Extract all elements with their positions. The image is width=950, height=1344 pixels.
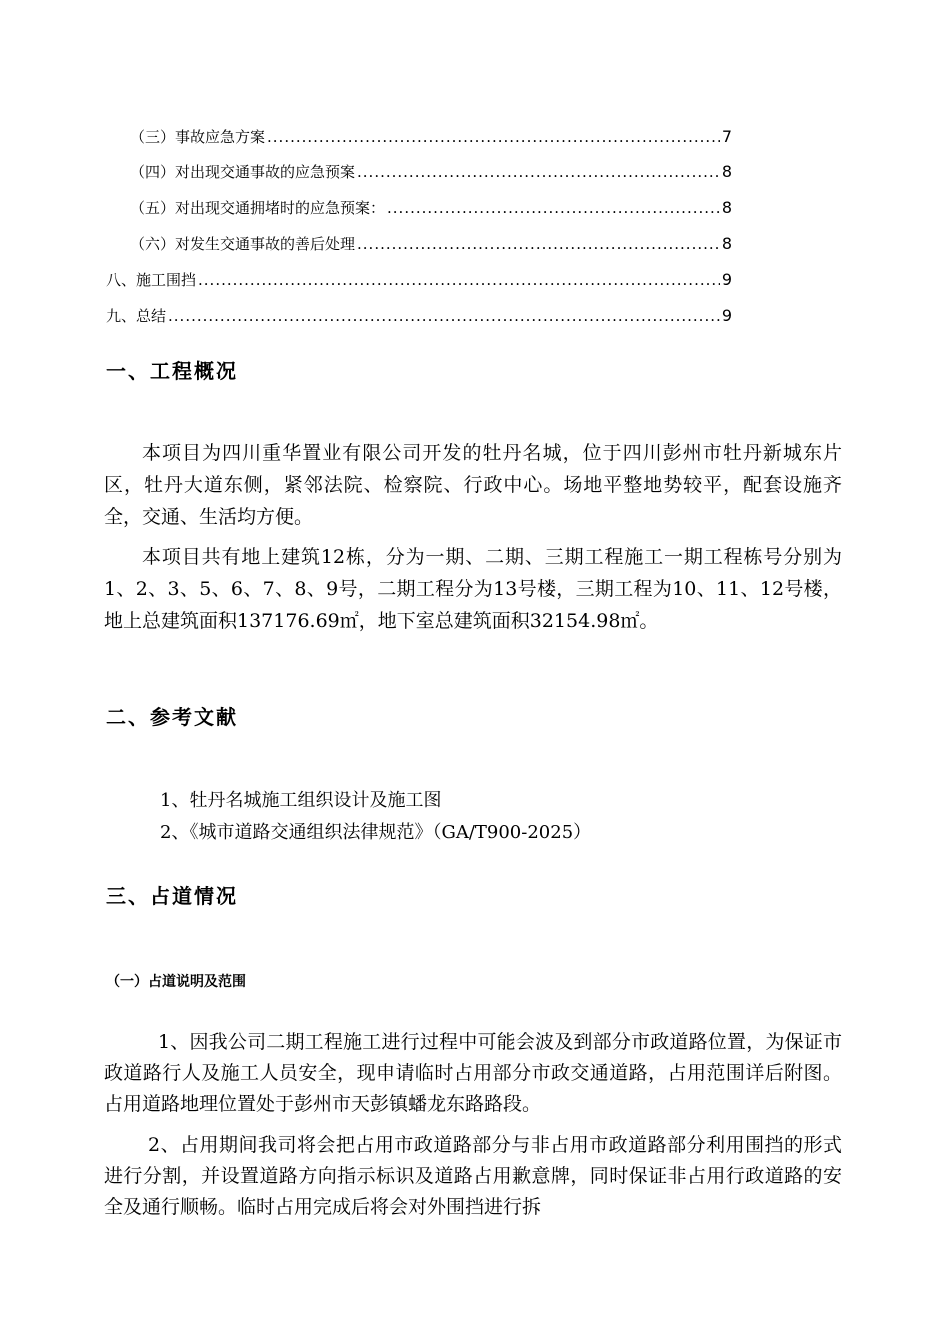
toc-entry[interactable] <box>130 157 732 187</box>
toc-entry-label: （六）对发生交通事故的善后处理 <box>130 235 356 253</box>
toc-entry[interactable] <box>130 229 732 259</box>
section-heading: 一、工程概况 <box>106 359 238 383</box>
reference-item: 1、牡丹名城施工组织设计及施工图 <box>160 790 442 811</box>
toc-entry-page: 7 <box>721 127 732 146</box>
subsection-heading: （一）占道说明及范围 <box>106 974 246 990</box>
toc-entry-label: 九、总结 <box>106 307 167 325</box>
body-paragraph: 本项目共有地上建筑12栋，分为一期、二期、三期工程施工一期工程栋号分别为1、2、3、5、6、7、8、9号，二期工程分为13号楼，三期工程为10、11、12号楼，地上总建筑面积137176.69㎡，地下室总建筑面积32154.98㎡。 <box>104 546 842 632</box>
toc-entry[interactable] <box>130 122 732 152</box>
toc-leader-dots <box>357 229 720 259</box>
toc-entry-label: （五）对出现交通拥堵时的应急预案： <box>130 199 386 217</box>
body-paragraph: 1、因我公司二期工程施工进行过程中可能会波及到部分市政道路位置，为保证市政道路行人及施工人员安全，现申请临时占用部分市政交通道路，占用范围详后附图。占用道路地理位置处于彭州市天彭镇蟠龙东路路段。 <box>104 1031 842 1115</box>
section-heading: 二、参考文献 <box>106 705 238 729</box>
body-paragraph: 本项目为四川重华置业有限公司开发的牡丹名城，位于四川彭州市牡丹新城东片区，牡丹大道东侧，紧邻法院、检察院、行政中心。场地平整地势较平，配套设施齐全，交通、生活均方便。 <box>104 442 842 528</box>
toc-entry-page: 8 <box>721 198 732 217</box>
toc-entry-page: 9 <box>721 306 732 325</box>
toc-leader-dots <box>387 193 720 223</box>
toc-entry-page: 9 <box>721 270 732 289</box>
reference-item: 2、《城市道路交通组织法律规范》（GA/T900-2025） <box>160 822 592 843</box>
toc-entry-page: 8 <box>721 234 732 253</box>
section-heading: 三、占道情况 <box>106 884 238 908</box>
toc-leader-dots <box>198 265 720 295</box>
body-paragraph: 2、占用期间我司将会把占用市政道路部分与非占用市政道路部分利用围挡的形式进行分割，并设置道路方向指示标识及道路占用歉意牌，同时保证非占用行政道路的安全及通行顺畅。临时占用完成后将会对外围挡进行拆 <box>104 1134 842 1218</box>
toc-leader-dots <box>357 157 720 187</box>
toc-entry[interactable] <box>130 193 732 223</box>
toc-entry[interactable] <box>106 301 732 331</box>
toc-entry-label: （三）事故应急方案 <box>130 128 266 146</box>
toc-entry-label: 八、施工围挡 <box>106 271 197 289</box>
toc-entry-label: （四）对出现交通事故的应急预案 <box>130 163 356 181</box>
toc-leader-dots <box>267 122 720 152</box>
toc-entry-page: 8 <box>721 162 732 181</box>
toc-leader-dots <box>168 301 720 331</box>
toc-entry[interactable] <box>106 265 732 295</box>
